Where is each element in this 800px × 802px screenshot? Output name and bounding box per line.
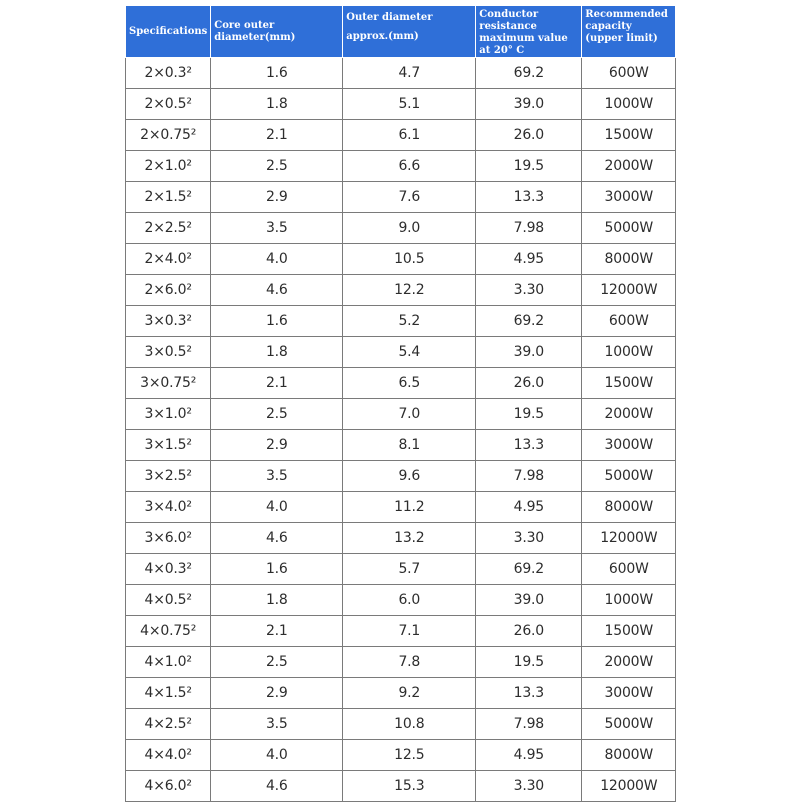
cell-outer-diameter: 4.7 <box>343 58 476 89</box>
cell-outer-diameter: 5.7 <box>343 554 476 585</box>
table-row <box>126 151 676 182</box>
cell-specification: 4×2.5² <box>126 709 211 740</box>
cell-recommended-capacity: 1000W <box>582 585 676 616</box>
cell-recommended-capacity: 3000W <box>582 182 676 213</box>
cell-specification: 4×0.3² <box>126 554 211 585</box>
cell-outer-diameter: 7.0 <box>343 399 476 430</box>
table-row <box>126 275 676 306</box>
cell-conductor-resistance: 69.2 <box>476 554 582 585</box>
table-row <box>126 430 676 461</box>
cell-outer-diameter: 6.6 <box>343 151 476 182</box>
cell-core-outer-diameter: 1.8 <box>211 585 343 616</box>
cell-recommended-capacity: 12000W <box>582 275 676 306</box>
cell-outer-diameter: 6.5 <box>343 368 476 399</box>
cell-recommended-capacity: 8000W <box>582 244 676 275</box>
cell-core-outer-diameter: 1.6 <box>211 554 343 585</box>
cell-recommended-capacity: 3000W <box>582 430 676 461</box>
cell-core-outer-diameter: 4.0 <box>211 244 343 275</box>
cell-conductor-resistance: 19.5 <box>476 647 582 678</box>
table-row <box>126 182 676 213</box>
cell-specification: 3×2.5² <box>126 461 211 492</box>
table-row <box>126 89 676 120</box>
cell-core-outer-diameter: 1.6 <box>211 306 343 337</box>
cell-conductor-resistance: 3.30 <box>476 523 582 554</box>
cell-conductor-resistance: 13.3 <box>476 182 582 213</box>
cell-core-outer-diameter: 4.6 <box>211 275 343 306</box>
cell-core-outer-diameter: 2.1 <box>211 616 343 647</box>
table-row <box>126 647 676 678</box>
cell-core-outer-diameter: 2.5 <box>211 151 343 182</box>
cell-outer-diameter: 9.2 <box>343 678 476 709</box>
cell-recommended-capacity: 600W <box>582 554 676 585</box>
cell-core-outer-diameter: 4.6 <box>211 771 343 802</box>
cell-outer-diameter: 5.2 <box>343 306 476 337</box>
cell-core-outer-diameter: 2.1 <box>211 120 343 151</box>
table-header <box>126 6 676 58</box>
cell-outer-diameter: 9.0 <box>343 213 476 244</box>
cell-outer-diameter: 11.2 <box>343 492 476 523</box>
cell-core-outer-diameter: 4.0 <box>211 740 343 771</box>
cell-recommended-capacity: 600W <box>582 306 676 337</box>
cell-core-outer-diameter: 2.9 <box>211 430 343 461</box>
cell-conductor-resistance: 26.0 <box>476 120 582 151</box>
cell-outer-diameter: 5.4 <box>343 337 476 368</box>
cell-core-outer-diameter: 2.9 <box>211 182 343 213</box>
table-row <box>126 213 676 244</box>
cell-outer-diameter: 7.8 <box>343 647 476 678</box>
table-row <box>126 399 676 430</box>
cell-conductor-resistance: 4.95 <box>476 492 582 523</box>
cell-recommended-capacity: 5000W <box>582 213 676 244</box>
cell-core-outer-diameter: 1.8 <box>211 337 343 368</box>
cell-outer-diameter: 15.3 <box>343 771 476 802</box>
cell-specification: 4×0.75² <box>126 616 211 647</box>
cell-recommended-capacity: 2000W <box>582 647 676 678</box>
cell-recommended-capacity: 5000W <box>582 461 676 492</box>
cell-conductor-resistance: 3.30 <box>476 771 582 802</box>
header-outer-diameter <box>343 6 476 58</box>
cell-conductor-resistance: 7.98 <box>476 213 582 244</box>
cell-core-outer-diameter: 2.5 <box>211 399 343 430</box>
cell-recommended-capacity: 2000W <box>582 399 676 430</box>
header-outer-diameter-line-1: Outer diameter <box>346 12 433 23</box>
cell-outer-diameter: 6.0 <box>343 585 476 616</box>
table-row <box>126 58 676 89</box>
cell-specification: 4×4.0² <box>126 740 211 771</box>
cell-recommended-capacity: 3000W <box>582 678 676 709</box>
cell-specification: 4×0.5² <box>126 585 211 616</box>
header-recommended-capacity: Recommended capacity (upper limit) <box>582 6 676 58</box>
table-body <box>126 58 676 802</box>
cell-specification: 2×4.0² <box>126 244 211 275</box>
cell-conductor-resistance: 4.95 <box>476 740 582 771</box>
cell-outer-diameter: 10.5 <box>343 244 476 275</box>
cell-specification: 4×1.5² <box>126 678 211 709</box>
cell-core-outer-diameter: 2.9 <box>211 678 343 709</box>
cell-recommended-capacity: 1500W <box>582 120 676 151</box>
cell-specification: 2×0.75² <box>126 120 211 151</box>
cell-recommended-capacity: 1000W <box>582 89 676 120</box>
cell-specification: 2×1.0² <box>126 151 211 182</box>
table-row <box>126 771 676 802</box>
cell-outer-diameter: 5.1 <box>343 89 476 120</box>
cell-conductor-resistance: 26.0 <box>476 616 582 647</box>
cell-conductor-resistance: 19.5 <box>476 399 582 430</box>
header-core-outer-diameter: Core outer diameter(mm) <box>211 6 343 58</box>
cell-specification: 3×4.0² <box>126 492 211 523</box>
cell-specification: 2×6.0² <box>126 275 211 306</box>
cell-specification: 3×1.0² <box>126 399 211 430</box>
cell-outer-diameter: 6.1 <box>343 120 476 151</box>
cell-recommended-capacity: 12000W <box>582 523 676 554</box>
table-row <box>126 678 676 709</box>
cell-conductor-resistance: 4.95 <box>476 244 582 275</box>
cell-outer-diameter: 10.8 <box>343 709 476 740</box>
table-row <box>126 554 676 585</box>
cell-recommended-capacity: 1500W <box>582 616 676 647</box>
header-specifications: Specifications <box>126 6 211 58</box>
cell-specification: 3×0.5² <box>126 337 211 368</box>
cell-specification: 2×0.5² <box>126 89 211 120</box>
table-row <box>126 616 676 647</box>
table-row <box>126 368 676 399</box>
cell-core-outer-diameter: 1.8 <box>211 89 343 120</box>
cell-core-outer-diameter: 2.5 <box>211 647 343 678</box>
cell-conductor-resistance: 69.2 <box>476 306 582 337</box>
cell-conductor-resistance: 26.0 <box>476 368 582 399</box>
cell-conductor-resistance: 13.3 <box>476 678 582 709</box>
header-outer-diameter-line-2: approx.(mm) <box>346 31 419 42</box>
table-row <box>126 585 676 616</box>
cell-conductor-resistance: 39.0 <box>476 585 582 616</box>
cell-core-outer-diameter: 2.1 <box>211 368 343 399</box>
table-row <box>126 337 676 368</box>
cell-recommended-capacity: 8000W <box>582 740 676 771</box>
cell-recommended-capacity: 5000W <box>582 709 676 740</box>
cell-core-outer-diameter: 4.0 <box>211 492 343 523</box>
table-row <box>126 709 676 740</box>
cell-conductor-resistance: 69.2 <box>476 58 582 89</box>
cell-recommended-capacity: 1500W <box>582 368 676 399</box>
cell-conductor-resistance: 39.0 <box>476 89 582 120</box>
cell-conductor-resistance: 7.98 <box>476 461 582 492</box>
cell-specification: 2×0.3² <box>126 58 211 89</box>
cell-core-outer-diameter: 1.6 <box>211 58 343 89</box>
table-row <box>126 492 676 523</box>
cell-conductor-resistance: 39.0 <box>476 337 582 368</box>
header-conductor-resistance: Conductor resistance maximum value at 20° C <box>476 6 582 58</box>
cell-conductor-resistance: 13.3 <box>476 430 582 461</box>
cell-specification: 4×6.0² <box>126 771 211 802</box>
cable-spec-table <box>125 5 676 802</box>
cell-recommended-capacity: 12000W <box>582 771 676 802</box>
cell-outer-diameter: 8.1 <box>343 430 476 461</box>
cell-core-outer-diameter: 4.6 <box>211 523 343 554</box>
table-row <box>126 740 676 771</box>
table-row <box>126 306 676 337</box>
cell-conductor-resistance: 7.98 <box>476 709 582 740</box>
cell-specification: 2×2.5² <box>126 213 211 244</box>
cell-specification: 4×1.0² <box>126 647 211 678</box>
cell-recommended-capacity: 600W <box>582 58 676 89</box>
cell-recommended-capacity: 2000W <box>582 151 676 182</box>
table-row <box>126 523 676 554</box>
cell-core-outer-diameter: 3.5 <box>211 461 343 492</box>
cell-specification: 3×0.75² <box>126 368 211 399</box>
cell-specification: 2×1.5² <box>126 182 211 213</box>
cell-specification: 3×1.5² <box>126 430 211 461</box>
cell-recommended-capacity: 8000W <box>582 492 676 523</box>
cell-outer-diameter: 12.5 <box>343 740 476 771</box>
cell-outer-diameter: 13.2 <box>343 523 476 554</box>
cell-conductor-resistance: 19.5 <box>476 151 582 182</box>
cell-recommended-capacity: 1000W <box>582 337 676 368</box>
cell-specification: 3×6.0² <box>126 523 211 554</box>
table-row <box>126 120 676 151</box>
cell-outer-diameter: 12.2 <box>343 275 476 306</box>
table-row <box>126 461 676 492</box>
cell-specification: 3×0.3² <box>126 306 211 337</box>
cell-outer-diameter: 9.6 <box>343 461 476 492</box>
header-row <box>126 6 676 58</box>
cell-core-outer-diameter: 3.5 <box>211 213 343 244</box>
cell-core-outer-diameter: 3.5 <box>211 709 343 740</box>
table-row <box>126 244 676 275</box>
cell-outer-diameter: 7.6 <box>343 182 476 213</box>
cell-conductor-resistance: 3.30 <box>476 275 582 306</box>
cell-outer-diameter: 7.1 <box>343 616 476 647</box>
